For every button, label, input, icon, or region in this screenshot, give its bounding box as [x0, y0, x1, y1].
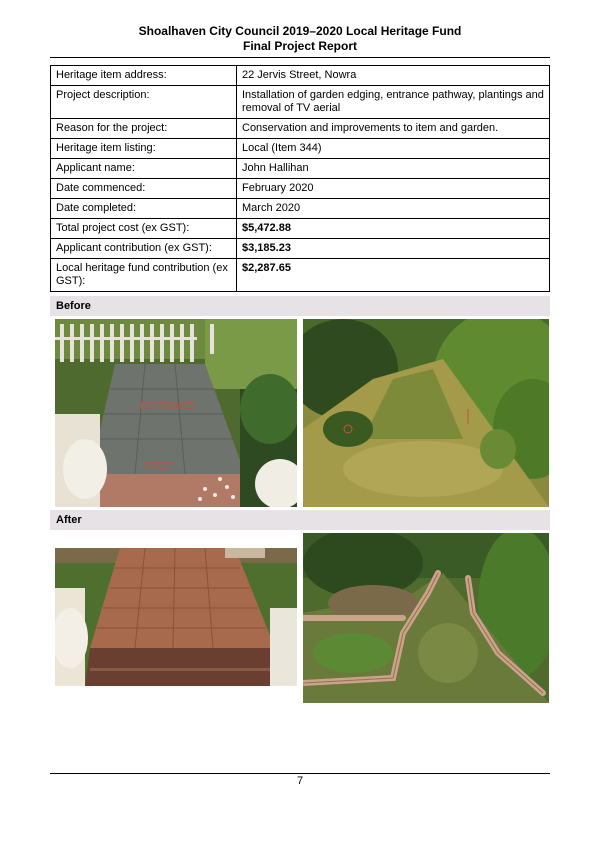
report-header: [50, 24, 550, 54]
before-photo-garden: [303, 319, 549, 507]
before-photo-garden-image: [303, 319, 549, 507]
details-label: Applicant contribution (ex GST):: [51, 239, 237, 259]
details-row: [51, 239, 550, 259]
before-section-heading: Before: [50, 296, 550, 316]
details-value: $5,472.88: [237, 219, 550, 239]
before-photo-entrance: [55, 319, 297, 507]
details-label: Applicant name:: [51, 159, 237, 179]
details-row: [51, 199, 550, 219]
details-value: Local (Item 344): [237, 139, 550, 159]
report-subtitle: Final Project Report: [242, 39, 358, 53]
step-annotation: STEP: [145, 461, 172, 472]
details-label: Date completed:: [51, 199, 237, 219]
details-value: Conservation and improvements to item and garden.: [237, 119, 550, 139]
details-row: [51, 219, 550, 239]
footer-rule: [50, 773, 550, 774]
after-photo-garden-image: [303, 533, 549, 703]
details-label: Heritage item listing:: [51, 139, 237, 159]
header-rule: [50, 57, 550, 58]
details-row: [51, 259, 550, 292]
after-photo-garden: [303, 533, 549, 703]
details-row: [51, 139, 550, 159]
details-label: Date commenced:: [51, 179, 237, 199]
details-value: $2,287.65: [237, 259, 550, 292]
page-number: 7: [296, 775, 304, 787]
details-label: Reason for the project:: [51, 119, 237, 139]
details-value: 22 Jervis Street, Nowra: [237, 66, 550, 86]
details-label: Heritage item address:: [51, 66, 237, 86]
details-row: [51, 66, 550, 86]
after-photo-entrance-image: [55, 548, 297, 686]
after-section-heading: After: [50, 510, 550, 530]
after-photo-entrance: [55, 548, 297, 686]
details-row: [51, 119, 550, 139]
details-label: Total project cost (ex GST):: [51, 219, 237, 239]
details-row: [51, 86, 550, 119]
details-value: Installation of garden edging, entrance pathway, plantings and removal of TV aerial: [237, 86, 550, 119]
details-label: Project description:: [51, 86, 237, 119]
details-row: [51, 159, 550, 179]
details-value: $3,185.23: [237, 239, 550, 259]
details-value: March 2020: [237, 199, 550, 219]
entrance-annotation: ENTRANCE: [140, 401, 196, 412]
details-label: Local heritage fund contribution (ex GST):: [51, 259, 237, 292]
details-value: February 2020: [237, 179, 550, 199]
report-title: Shoalhaven City Council 2019–2020 Local Heritage Fund: [138, 24, 462, 38]
project-details-table: [50, 65, 550, 292]
details-value: John Hallihan: [237, 159, 550, 179]
before-photo-entrance-image: [55, 319, 297, 507]
details-row: [51, 179, 550, 199]
